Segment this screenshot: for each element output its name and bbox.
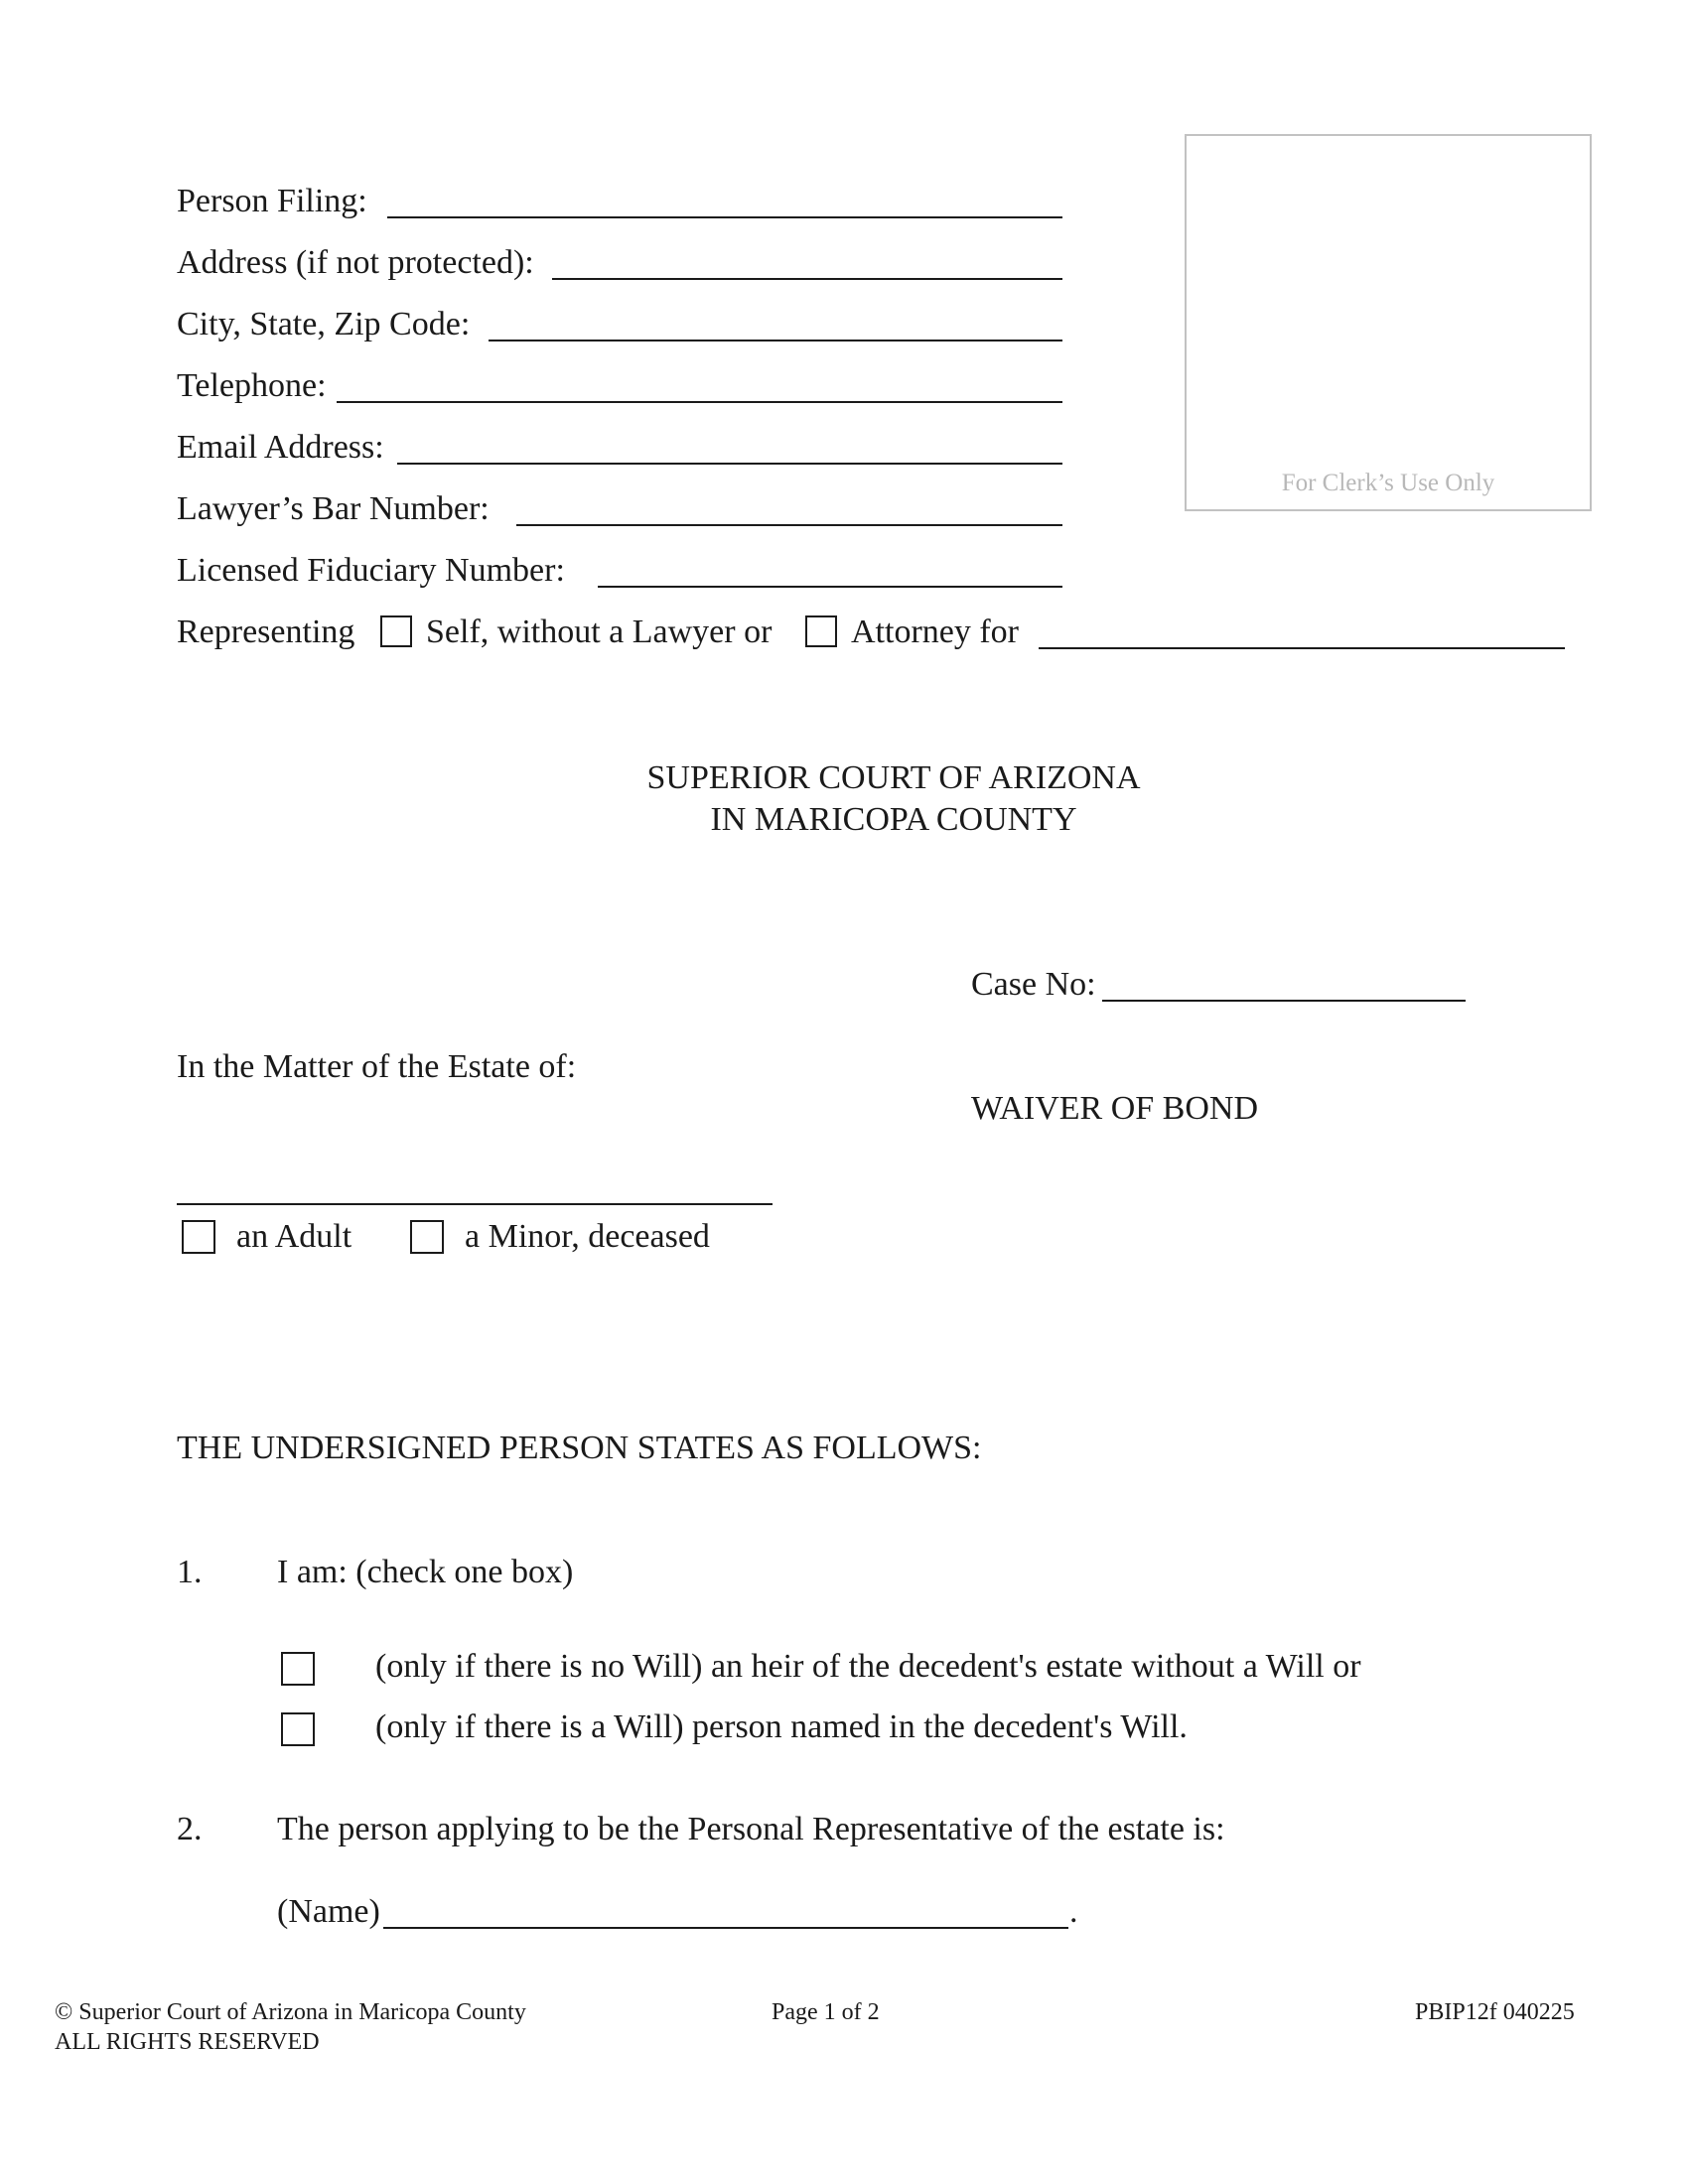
bar-number-field[interactable] (516, 524, 1062, 526)
email-label: Email Address: (177, 429, 384, 466)
self-checkbox[interactable] (380, 615, 412, 647)
email-field[interactable] (397, 463, 1062, 465)
address-label: Address (if not protected): (177, 244, 534, 281)
attorney-option-label: Attorney for (851, 614, 1020, 650)
fiduciary-number-field[interactable] (598, 586, 1062, 588)
case-no-field[interactable] (1102, 1000, 1466, 1002)
footer-rights: ALL RIGHTS RESERVED (55, 2029, 320, 2055)
footer-copyright: © Superior Court of Arizona in Maricopa County (55, 1999, 526, 2025)
attorney-for-field[interactable] (1039, 647, 1565, 649)
adult-option-label: an Adult (236, 1218, 352, 1255)
footer-form-code: PBIP12f 040225 (1415, 1999, 1575, 2025)
court-name-line2: IN MARICOPA COUNTY (710, 801, 1077, 838)
decedent-name-field[interactable] (177, 1203, 773, 1205)
item1-number: 1. (177, 1554, 203, 1590)
heir-no-will-label: (only if there is no Will) an heir of the decedent's estate without a Will or (375, 1648, 1361, 1685)
fiduciary-number-label: Licensed Fiduciary Number: (177, 552, 565, 589)
item2-number: 2. (177, 1811, 203, 1847)
city-state-zip-field[interactable] (489, 340, 1062, 341)
adult-checkbox[interactable] (182, 1220, 215, 1254)
item2-text: The person applying to be the Personal Representative of the estate is: (277, 1811, 1225, 1847)
heir-no-will-checkbox[interactable] (281, 1652, 315, 1686)
telephone-field[interactable] (337, 401, 1062, 403)
named-in-will-label: (only if there is a Will) person named in the decedent's Will. (375, 1708, 1188, 1745)
footer-page-number: Page 1 of 2 (772, 1999, 880, 2025)
statement-header: THE UNDERSIGNED PERSON STATES AS FOLLOWS: (177, 1430, 982, 1466)
case-no-label: Case No: (971, 966, 1096, 1003)
bar-number-label: Lawyer’s Bar Number: (177, 490, 490, 527)
minor-checkbox[interactable] (410, 1220, 444, 1254)
person-filing-field[interactable] (387, 216, 1062, 218)
city-state-zip-label: City, State, Zip Code: (177, 306, 471, 342)
person-filing-label: Person Filing: (177, 183, 367, 219)
minor-option-label: a Minor, deceased (465, 1218, 710, 1255)
item1-text: I am: (check one box) (277, 1554, 574, 1590)
self-option-label: Self, without a Lawyer or (426, 614, 773, 650)
telephone-label: Telephone: (177, 367, 327, 404)
attorney-checkbox[interactable] (805, 615, 837, 647)
address-field[interactable] (552, 278, 1062, 280)
court-name-line1: SUPERIOR COURT OF ARIZONA (646, 759, 1141, 796)
name-label: (Name) (277, 1893, 380, 1930)
name-period: . (1069, 1893, 1078, 1930)
clerk-use-label: For Clerk’s Use Only (1281, 470, 1495, 496)
representative-name-field[interactable] (383, 1927, 1068, 1929)
document-title: WAIVER OF BOND (971, 1090, 1258, 1127)
named-in-will-checkbox[interactable] (281, 1712, 315, 1746)
clerk-use-box (1185, 134, 1592, 511)
estate-matter-label: In the Matter of the Estate of: (177, 1048, 577, 1085)
representing-label: Representing (177, 614, 355, 650)
